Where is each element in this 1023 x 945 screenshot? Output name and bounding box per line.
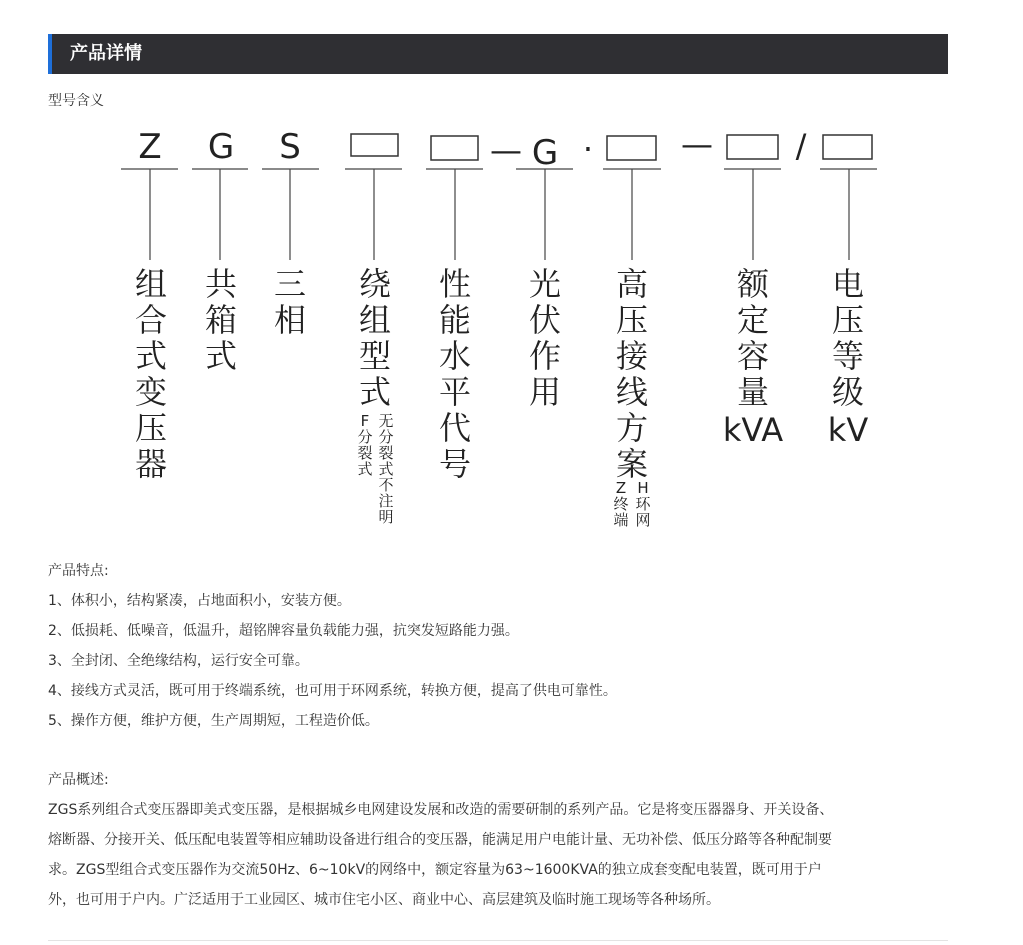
feature-item: 5、操作方便，维护方便，生产周期短，工程造价低。 — [48, 713, 379, 729]
label-hv-wiring-char: 高 — [615, 265, 649, 303]
label-three-phase-char: 相 — [273, 301, 307, 339]
label-performance-code-char: 水 — [438, 337, 472, 375]
label-pv-use-char: 作 — [528, 337, 562, 375]
label-voltage-level-unit: kV — [827, 411, 869, 449]
label-winding-note-none-char: 分 — [378, 428, 394, 446]
label-hv-note-z-char: 端 — [613, 511, 629, 529]
section-title: 产品详情 — [70, 43, 142, 64]
letter-g: G — [207, 127, 235, 167]
label-combined-transformer-char: 器 — [134, 445, 168, 483]
label-hv-wiring-char: 方 — [615, 409, 649, 447]
label-voltage-level-char: 电 — [831, 265, 865, 303]
label-performance-code-char: 平 — [438, 373, 472, 411]
model-meaning-subtitle: 型号含义 — [48, 93, 104, 109]
label-performance-code-char: 性 — [438, 265, 472, 303]
box-winding — [351, 134, 398, 156]
overview-title: 产品概述: — [48, 772, 109, 788]
label-rated-capacity-char: 额 — [736, 265, 770, 303]
label-winding-type-char: 型 — [358, 337, 392, 375]
separator-dot: · — [582, 130, 594, 168]
label-winding-note-none-char: 裂 — [378, 444, 394, 462]
overview-line: 外，也可用于户内。广泛适用于工业园区、城市住宅小区、商业中心、高层建筑及临时施工现场等各种场所。 — [48, 892, 720, 908]
label-winding-note-none-char: 明 — [378, 508, 394, 526]
letter-g-pv: G — [531, 133, 559, 173]
overview-section — [48, 765, 958, 915]
label-winding-note-f-char: 分 — [357, 428, 373, 446]
box-capacity — [727, 135, 778, 159]
box-hv — [607, 136, 656, 160]
label-combined-transformer-char: 组 — [134, 265, 168, 303]
label-hv-wiring-char: 案 — [615, 445, 649, 483]
label-rated-capacity-char: 容 — [736, 337, 770, 375]
label-hv-wiring-char: 压 — [615, 301, 649, 339]
label-hv-note-z-char: 终 — [613, 495, 629, 513]
label-hv-note-h-char: 网 — [635, 511, 651, 529]
label-winding-type-char: 式 — [358, 373, 392, 411]
overview-line: 求。ZGS型组合式变压器作为交流50Hz、6~10kV的网络中，额定容量为63~1600KVA的独立成套变配电装置，既可用于户 — [48, 862, 822, 878]
label-common-box-char: 箱 — [204, 301, 238, 339]
dash-1: — — [490, 131, 522, 169]
label-voltage-level-char: 级 — [831, 373, 865, 411]
label-combined-transformer-char: 式 — [134, 337, 168, 375]
label-voltage-level-char: 等 — [831, 337, 865, 375]
label-combined-transformer-char: 压 — [134, 409, 168, 447]
features-section — [48, 556, 958, 736]
label-combined-transformer-char: 合 — [134, 301, 168, 339]
label-rated-capacity-char: 定 — [736, 301, 770, 339]
label-hv-note-z-char: Z — [615, 479, 627, 497]
label-pv-use-char: 伏 — [528, 301, 562, 339]
label-hv-wiring-char: 接 — [615, 337, 649, 375]
label-pv-use-char: 光 — [528, 265, 562, 303]
label-hv-note-h-char: 环 — [635, 495, 651, 513]
feature-item: 4、接线方式灵活，既可用于终端系统，也可用于环网系统，转换方便，提高了供电可靠性。 — [48, 683, 617, 699]
label-winding-note-f-char: 式 — [357, 460, 373, 478]
overview-line: ZGS系列组合式变压器即美式变压器，是根据城乡电网建设发展和改造的需要研制的系列产品。它是将变压器器身、开关设备、 — [48, 802, 834, 818]
label-winding-note-f-char: 裂 — [357, 444, 373, 462]
letter-z: Z — [138, 127, 162, 167]
label-performance-code-char: 代 — [438, 409, 472, 447]
dash-2: — — [681, 125, 713, 163]
label-performance-code-char: 号 — [438, 445, 472, 483]
separator-slash: / — [795, 127, 807, 165]
label-hv-note-h-char: H — [637, 479, 649, 497]
feature-item: 1、体积小，结构紧凑，占地面积小，安装方便。 — [48, 593, 351, 609]
feature-item: 3、全封闭、全绝缘结构，运行安全可靠。 — [48, 653, 309, 669]
features-title: 产品特点: — [48, 563, 109, 579]
label-three-phase-char: 三 — [273, 265, 307, 303]
label-winding-type-char: 绕 — [358, 265, 392, 303]
box-voltage — [823, 135, 872, 159]
label-common-box-char: 共 — [204, 265, 238, 303]
label-combined-transformer-char: 变 — [134, 373, 168, 411]
label-winding-note-none-char: 式 — [378, 460, 394, 478]
overview-line: 熔断器、分接开关、低压配电装置等相应辅助设备进行组合的变压器，能满足用户电能计量、无功补偿、低压分路等各种配制要 — [48, 832, 832, 848]
label-performance-code-char: 能 — [438, 301, 472, 339]
divider — [48, 940, 948, 941]
label-winding-note-none-char: 不 — [378, 476, 394, 494]
label-winding-note-none-char: 无 — [378, 412, 394, 430]
label-winding-note-none-char: 注 — [378, 492, 394, 510]
box-perf — [431, 136, 478, 160]
label-hv-wiring-char: 线 — [615, 373, 649, 411]
label-winding-type-char: 组 — [358, 301, 392, 339]
label-pv-use-char: 用 — [528, 373, 562, 411]
label-common-box-char: 式 — [204, 337, 238, 375]
label-winding-note-f-char: F — [360, 412, 370, 430]
feature-item: 2、低损耗、低噪音，低温升，超铭牌容量负载能力强，抗突发短路能力强。 — [48, 623, 519, 639]
letter-s: S — [279, 127, 301, 167]
label-rated-capacity-char: 量 — [736, 373, 770, 411]
label-rated-capacity-unit: kVA — [722, 411, 784, 449]
label-voltage-level-char: 压 — [831, 301, 865, 339]
